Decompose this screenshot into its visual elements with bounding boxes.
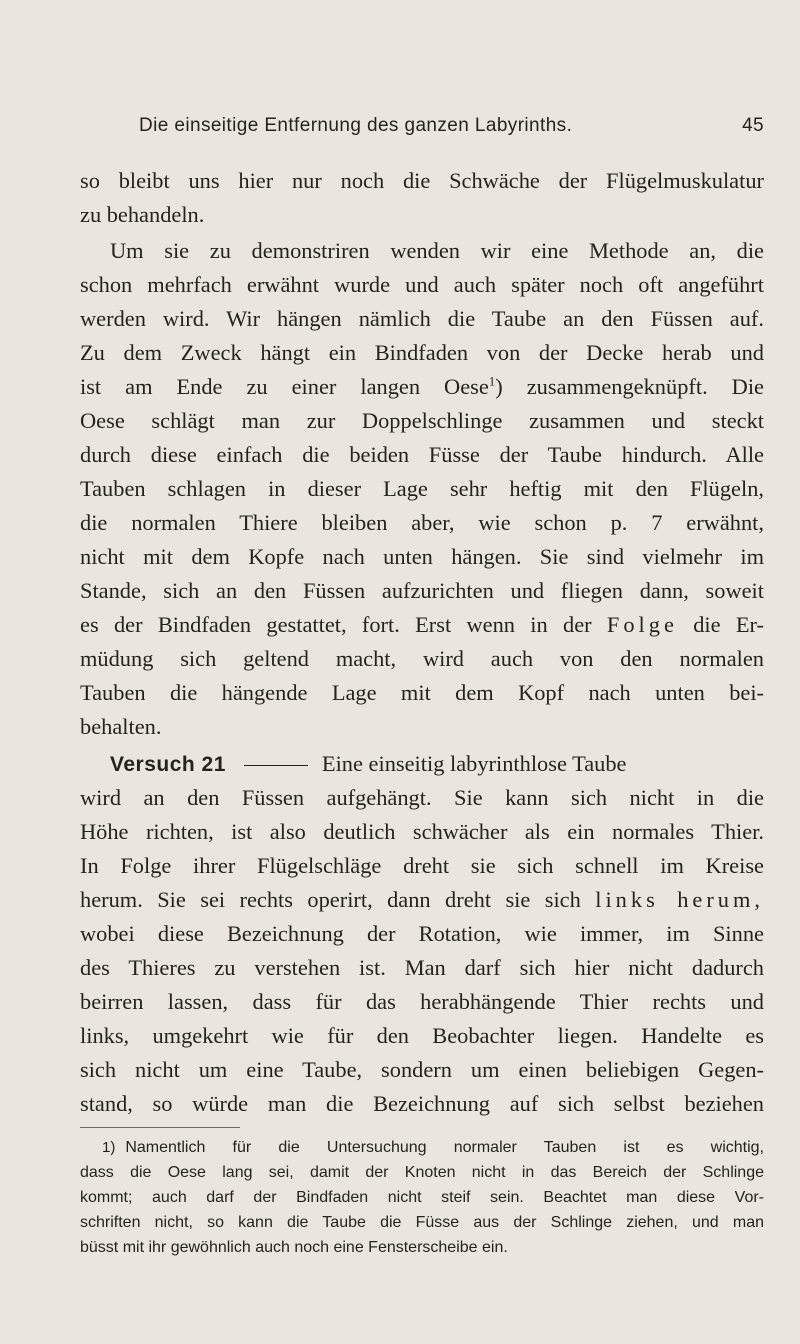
text-segment: Namentlich für die Untersuchung normaler Tauben ist es wichtig, [125, 1139, 764, 1156]
footnote-line [102, 1137, 764, 1158]
text-line: sich nicht um eine Taube, sondern um einen beliebigen Gegen- [80, 1057, 764, 1082]
text-line: wird an den Füssen aufgehängt. Sie kann sich nicht in die [80, 785, 764, 810]
page-number: 45 [742, 115, 764, 136]
text-segment: Eine einseitig labyrinthlose Taube [321, 751, 627, 776]
footnote-mark: 1) [102, 1139, 116, 1156]
running-head [80, 115, 764, 143]
text-line: links, umgekehrt wie für den Beobachter liegen. Handelte es [80, 1023, 764, 1048]
text-line: des Thieres zu verstehen ist. Man darf sich hier nicht dadurch [80, 955, 764, 980]
text-line: schon mehrfach erwähnt wurde und auch später noch oft angeführt [80, 272, 764, 297]
text-line: stand, so würde man die Bezeichnung auf sich selbst beziehen [80, 1091, 764, 1116]
text-line: Um sie zu demonstriren wenden wir eine Methode an, die [110, 238, 764, 263]
text-line: Stande, sich an den Füssen aufzurichten und fliegen dann, soweit [80, 578, 764, 603]
versuch-heading-line [110, 750, 764, 779]
text-line: In Folge ihrer Flügelschläge dreht sie sich schnell im Kreise [80, 853, 764, 878]
text-line: zu behandeln. [80, 202, 205, 227]
text-line: Höhe richten, ist also deutlich schwächer als ein normales Thier. [80, 819, 764, 844]
text-line: behalten. [80, 714, 162, 739]
text-segment: es der Bindfaden gestattet, fort. Erst wenn in der [80, 612, 607, 637]
footnote-line: büsst mit ihr gewöhnlich auch noch eine Fensterscheibe ein. [80, 1239, 508, 1256]
text-line [80, 373, 764, 401]
spaced-phrase: links herum, [595, 887, 764, 912]
text-segment: herum. Sie sei rechts operirt, dann dreht sie sich [80, 887, 596, 912]
text-line: Oese schlägt man zur Doppelschlinge zusammen und steckt [80, 408, 764, 433]
text-segment: die Er- [677, 612, 764, 637]
spaced-word: Folge [606, 612, 678, 637]
text-line: müdung sich geltend macht, wird auch von den normalen [80, 646, 764, 671]
text-line [80, 611, 764, 639]
em-dash-rule [244, 765, 308, 766]
footnote-line: schriften nicht, so kann die Taube die Füsse aus der Schlinge ziehen, und man [80, 1214, 764, 1231]
text-line: durch diese einfach die beiden Füsse der Taube hindurch. Alle [80, 442, 764, 467]
text-line: wobei diese Bezeichnung der Rotation, wie immer, im Sinne [80, 921, 764, 946]
text-line: so bleibt uns hier nur noch die Schwäche der Flügelmuskulatur [80, 168, 764, 193]
text-line: Tauben schlagen in dieser Lage sehr heftig mit den Flügeln, [80, 476, 764, 501]
text-segment: ist am Ende zu einer langen Oese [80, 374, 489, 399]
text-line: nicht mit dem Kopfe nach unten hängen. Sie sind vielmehr im [80, 544, 764, 569]
text-line: Zu dem Zweck hängt ein Bindfaden von der Decke herab und [80, 340, 764, 365]
footnote-divider [80, 1127, 240, 1128]
text-line: Tauben die hängende Lage mit dem Kopf nach unten bei- [80, 680, 764, 705]
text-segment: ) zusammengeknüpft. Die [495, 374, 764, 399]
footnote-line: dass die Oese lang sei, damit der Knoten nicht in das Bereich der Schlinge [80, 1164, 764, 1181]
footnote-ref: 1 [488, 373, 496, 389]
footnote-line: kommt; auch darf der Bindfaden nicht steif sein. Beachtet man diese Vor- [80, 1189, 764, 1206]
text-line: beirren lassen, dass für das herabhängende Thier rechts und [80, 989, 764, 1014]
text-line [80, 886, 764, 914]
text-line: werden wird. Wir hängen nämlich die Taube an den Füssen auf. [80, 306, 764, 331]
experiment-label: Versuch 21 [110, 753, 226, 776]
text-line: die normalen Thiere bleiben aber, wie schon p. 7 erwähnt, [80, 510, 764, 535]
running-title: Die einseitige Entfernung des ganzen Labyrinths. [139, 115, 573, 136]
